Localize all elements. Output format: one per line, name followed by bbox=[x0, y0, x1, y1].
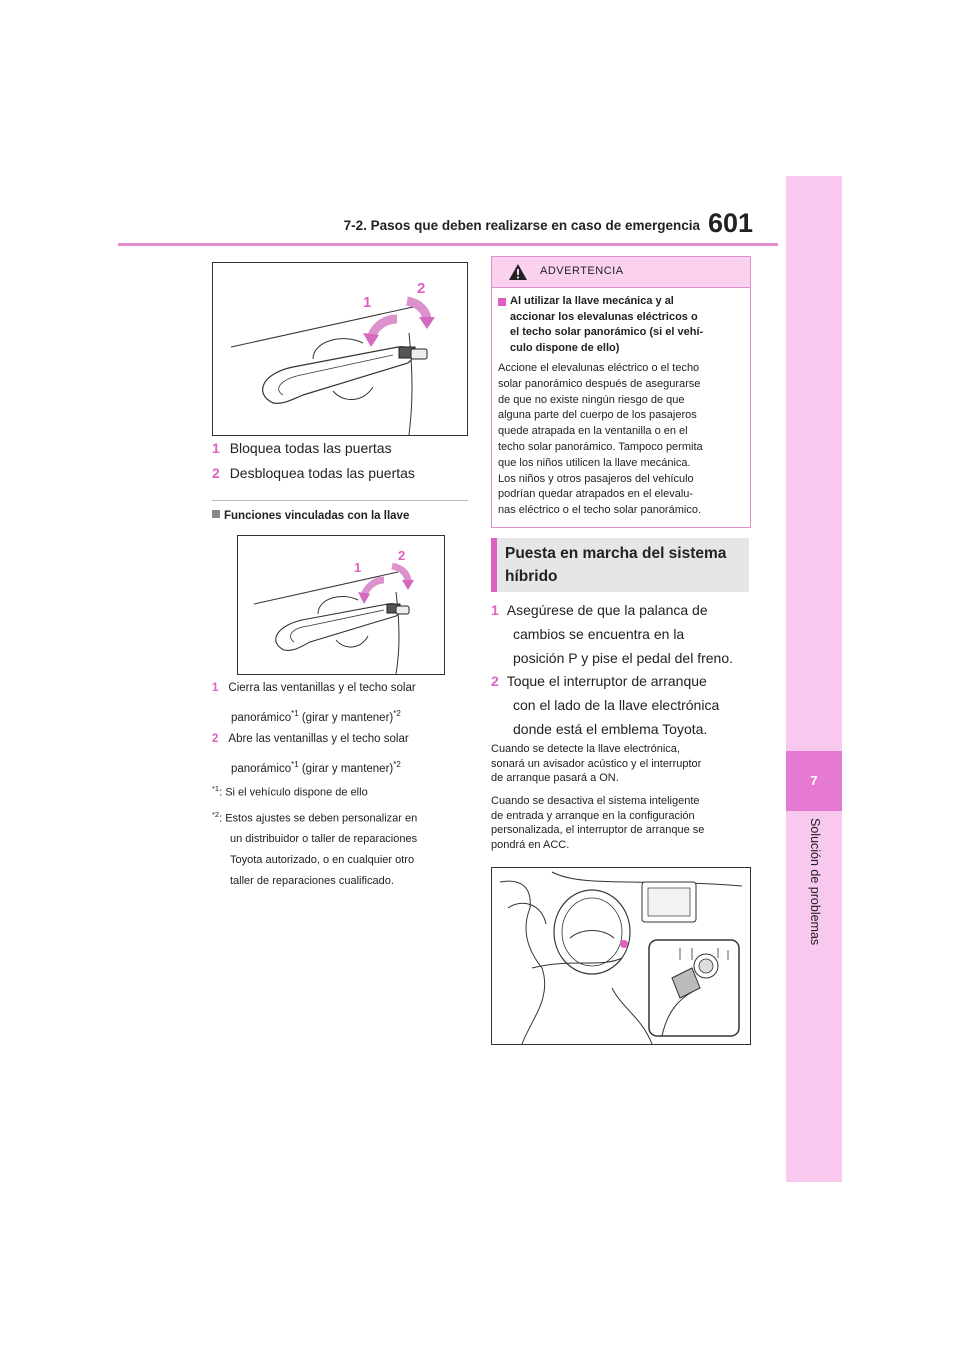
step-text: Abre las ventanillas y el techo solar bbox=[228, 733, 409, 745]
step-number: 1 bbox=[212, 440, 220, 456]
warning-body-line: quede atrapada en la ventanilla o en el bbox=[498, 425, 688, 438]
warning-body-line: Accione el elevalunas eléctrico o el techo bbox=[498, 362, 700, 374]
callout-2: 2 bbox=[417, 280, 426, 297]
step-text: panorámico bbox=[231, 762, 292, 775]
section-title bbox=[505, 542, 745, 588]
square-bullet-icon bbox=[498, 298, 506, 306]
step-number: 1 bbox=[491, 602, 499, 618]
warning-body-line: techo solar panorámico. Tampoco permita bbox=[498, 440, 703, 453]
paragraph-line: Cuando se detecte la llave electrónica, bbox=[491, 743, 680, 755]
step-text: (girar y mantener) bbox=[298, 762, 394, 775]
step-text: Desbloquea todas las puertas bbox=[229, 465, 415, 481]
list-item bbox=[491, 598, 761, 670]
warning-body-line: Los niños y otros pasajeros del vehículo bbox=[498, 472, 694, 485]
warning-subheading-line: Al utilizar la llave mecánica y al bbox=[510, 295, 674, 307]
door-handle-illustration bbox=[238, 536, 444, 674]
warning-body bbox=[498, 361, 744, 519]
warning-body-line: solar panorámico después de asegurarse bbox=[498, 377, 701, 390]
step-number: 2 bbox=[212, 733, 219, 745]
section-accent-bar bbox=[491, 538, 497, 592]
footnote-mark: *2 bbox=[212, 809, 220, 819]
footnote-ref: *2 bbox=[393, 709, 401, 718]
door-handle-window-figure bbox=[237, 535, 445, 675]
square-bullet-icon bbox=[212, 510, 220, 518]
step-text: panorámico bbox=[231, 711, 292, 724]
door-handle-lock-figure bbox=[212, 262, 468, 436]
section-title-line: Puesta en marcha del sistema bbox=[505, 545, 727, 562]
step-text: (girar y mantener) bbox=[298, 711, 394, 724]
warning-subheading bbox=[498, 294, 742, 356]
warning-subheading-line: culo dispone de ello) bbox=[510, 341, 620, 354]
page-number: 601 bbox=[708, 208, 754, 238]
start-system-figure bbox=[491, 867, 751, 1045]
warning-body-line: de que no existe ningún riesgo de que bbox=[498, 393, 685, 406]
footnote bbox=[212, 804, 474, 830]
callout-1: 1 bbox=[354, 560, 362, 575]
running-header: 7-2. Pasos que deben realizarse en caso de emergencia bbox=[343, 218, 700, 233]
paragraph-line: Cuando se desactiva el sistema inteligente bbox=[491, 795, 700, 807]
list-item bbox=[212, 675, 472, 731]
door-handle-illustration bbox=[213, 263, 467, 435]
footnote-text: un distribuidor o taller de reparaciones bbox=[230, 833, 418, 846]
footnotes bbox=[212, 778, 474, 892]
paragraph-line: personalizada, el interruptor de arranque se bbox=[491, 824, 705, 837]
warning-header bbox=[492, 257, 750, 288]
footnote-mark: *1 bbox=[212, 784, 220, 793]
step-text: donde está el emblema Toyota. bbox=[513, 721, 708, 737]
warning-body-line: nas eléctrico o el techo solar panorámico. bbox=[498, 504, 701, 517]
footnote-text: : Estos ajustes se deben personalizar en bbox=[219, 812, 418, 825]
callout-2: 2 bbox=[398, 548, 406, 563]
step-text: Cierra las ventanillas y el techo solar bbox=[228, 682, 416, 694]
step-text: Bloquea todas las puertas bbox=[229, 440, 392, 456]
list-item bbox=[491, 669, 761, 741]
step-number: 2 bbox=[212, 465, 220, 481]
footnote-ref: *2 bbox=[393, 760, 401, 769]
paragraph bbox=[491, 742, 761, 786]
chapter-label-text: Solución de problemas bbox=[808, 818, 822, 946]
chapter-label bbox=[786, 818, 842, 968]
warning-subheading-line: accionar los elevalunas eléctricos o bbox=[510, 310, 698, 323]
callout-1: 1 bbox=[363, 294, 372, 311]
step-text: con el lado de la llave electrónica bbox=[513, 697, 720, 713]
footnote-text: Toyota autorizado, o en cualquier otro bbox=[230, 854, 415, 867]
chapter-number-tab[interactable]: 7 bbox=[786, 751, 842, 811]
paragraph bbox=[491, 794, 761, 852]
list-item bbox=[212, 726, 472, 782]
paragraph-line: de entrada y arranque en la configuración bbox=[491, 809, 695, 822]
warning-body-line: podrían quedar atrapados en el elevalu- bbox=[498, 488, 694, 501]
step-text: Toque el interruptor de arranque bbox=[506, 673, 707, 689]
step-number: 2 bbox=[491, 673, 499, 689]
warning-label: ADVERTENCIA bbox=[540, 265, 624, 277]
warning-box bbox=[491, 256, 751, 528]
section-heading-text: Funciones vinculadas con la llave bbox=[224, 510, 410, 522]
section-heading bbox=[212, 510, 409, 522]
footnote-ref: *1 bbox=[291, 709, 299, 718]
list-item bbox=[212, 440, 392, 456]
step-number: 1 bbox=[212, 682, 219, 694]
header-rule bbox=[118, 243, 778, 246]
cabin-illustration bbox=[492, 868, 750, 1044]
section-title-box bbox=[491, 538, 749, 592]
step-text: cambios se encuentra en la bbox=[513, 626, 685, 642]
footnote-text: : Si el vehículo dispone de ello bbox=[219, 786, 368, 799]
paragraph-line: sonará un avisador acústico y el interruptor bbox=[491, 757, 702, 770]
step-text: posición P y pise el pedal del freno. bbox=[513, 650, 733, 666]
paragraph-line: pondrá en ACC. bbox=[491, 838, 570, 851]
warning-subheading-line: el techo solar panorámico (si el vehí- bbox=[510, 326, 704, 339]
warning-body-line: alguna parte del cuerpo de los pasajeros bbox=[498, 409, 697, 422]
footnote bbox=[212, 778, 474, 804]
step-text: Asegúrese de que la palanca de bbox=[506, 602, 708, 618]
footnote-text: taller de reparaciones cualificado. bbox=[230, 875, 394, 888]
footnote-ref: *1 bbox=[291, 760, 299, 769]
chapter-side-tab bbox=[786, 176, 842, 1182]
list-item bbox=[212, 465, 415, 481]
warning-triangle-icon bbox=[508, 263, 528, 281]
section-title-line: híbrido bbox=[505, 568, 558, 585]
warning-body-line: que los niños utilicen la llave mecánica. bbox=[498, 456, 691, 469]
paragraph-line: de arranque pasará a ON. bbox=[491, 772, 619, 785]
section-divider bbox=[212, 500, 468, 501]
